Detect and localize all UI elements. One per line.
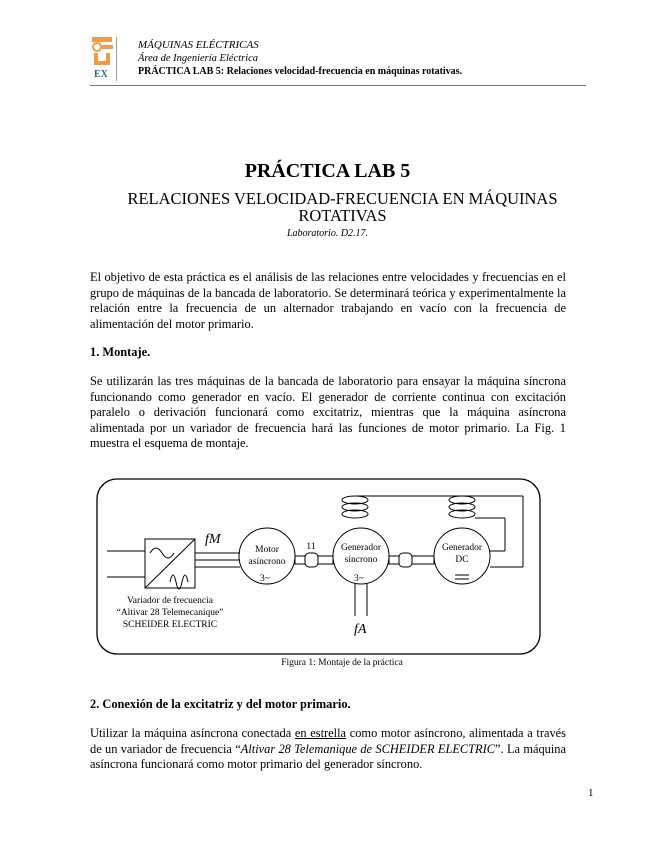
header-practice-label: PRÁCTICA LAB 5 — [138, 66, 221, 77]
fa-label: fA — [354, 622, 367, 637]
fm-label: fM — [205, 532, 221, 547]
motor-label-2: asíncrono — [248, 557, 286, 567]
section1-paragraph: Se utilizarán las tres máquinas de la bancada de laboratorio para ensayar la máquina síncrona funcionando como generador en vacío. El generador de corriente continua con excitación paralelo o derivación funcionará como excitatriz, mientras que la máquina asíncrona alimentada por un variador de frecuencia hará las funciones de motor primario. La Fig. 1 muestra el esquema de montaje. — [90, 374, 566, 450]
section2-heading: 2. Conexión de la excitatriz y del motor primario. — [90, 697, 351, 711]
motor-three-phase: 3~ — [260, 574, 270, 584]
figure-caption: Figura 1: Montaje de la práctica — [281, 658, 403, 668]
intro-paragraph: El objetivo de esta práctica es el análisis de las relaciones entre velocidades y frecuencias en el grupo de máquinas de la bancada de laboratorio. Se determinará teórica y experimentalmente la relación entre la frecuencia de un alternador trabajando en vacío con la frecuencia de alimentación del motor primario. — [90, 270, 566, 331]
variator-label-2: “Altivar 28 Telemecanique” — [116, 608, 224, 618]
gen-sync-three-phase: 3~ — [354, 574, 364, 584]
gen-dc-label-1: Generador — [441, 543, 483, 553]
variator-label-3: SCHEIDER ELECTRIC — [122, 620, 218, 630]
gen-sync-label-2: síncrono — [344, 555, 378, 565]
section2-text: Utilizar la máquina asíncrona conectada — [90, 726, 295, 740]
section2-paragraph — [90, 726, 566, 773]
section2-underlined: en estrella — [294, 726, 347, 740]
variator-label-1: Variador de frecuencia — [127, 596, 213, 606]
location: Laboratorio. D2.17. — [286, 228, 369, 239]
header-area: Área de Ingeniería Eléctrica — [138, 53, 259, 64]
page-title: PRÁCTICA LAB 5 — [244, 160, 411, 182]
motor-label-1: Motor — [255, 545, 279, 555]
section1-heading: 1. Montaje. — [90, 345, 151, 359]
page-subtitle: RELACIONES VELOCIDAD-FRECUENCIA EN MÁQUINAS ROTATIVAS — [127, 189, 558, 225]
gen-sync-label-1: Generador — [340, 543, 382, 553]
header-course: MÁQUINAS ELÉCTRICAS — [138, 39, 259, 51]
section2-text-middle: como motor asíncrono, alimentada a través de un variador de frecuencia “ — [90, 726, 566, 756]
section2-text-after: ”. La máquina asíncrona funcionará como motor primario del generador síncrono. — [90, 741, 566, 771]
gen-dc-label-2: DC — [455, 555, 469, 565]
section2-italic: Altivar 28 Telemanique de SCHEIDER ELECTRIC — [240, 741, 496, 756]
page-number: 1 — [588, 787, 594, 799]
coupling-label: 11 — [306, 542, 316, 552]
svg-text:EX: EX — [94, 69, 108, 80]
header-practice-subject: : Relaciones velocidad-frecuencia en máquinas rotativas. — [220, 66, 463, 77]
